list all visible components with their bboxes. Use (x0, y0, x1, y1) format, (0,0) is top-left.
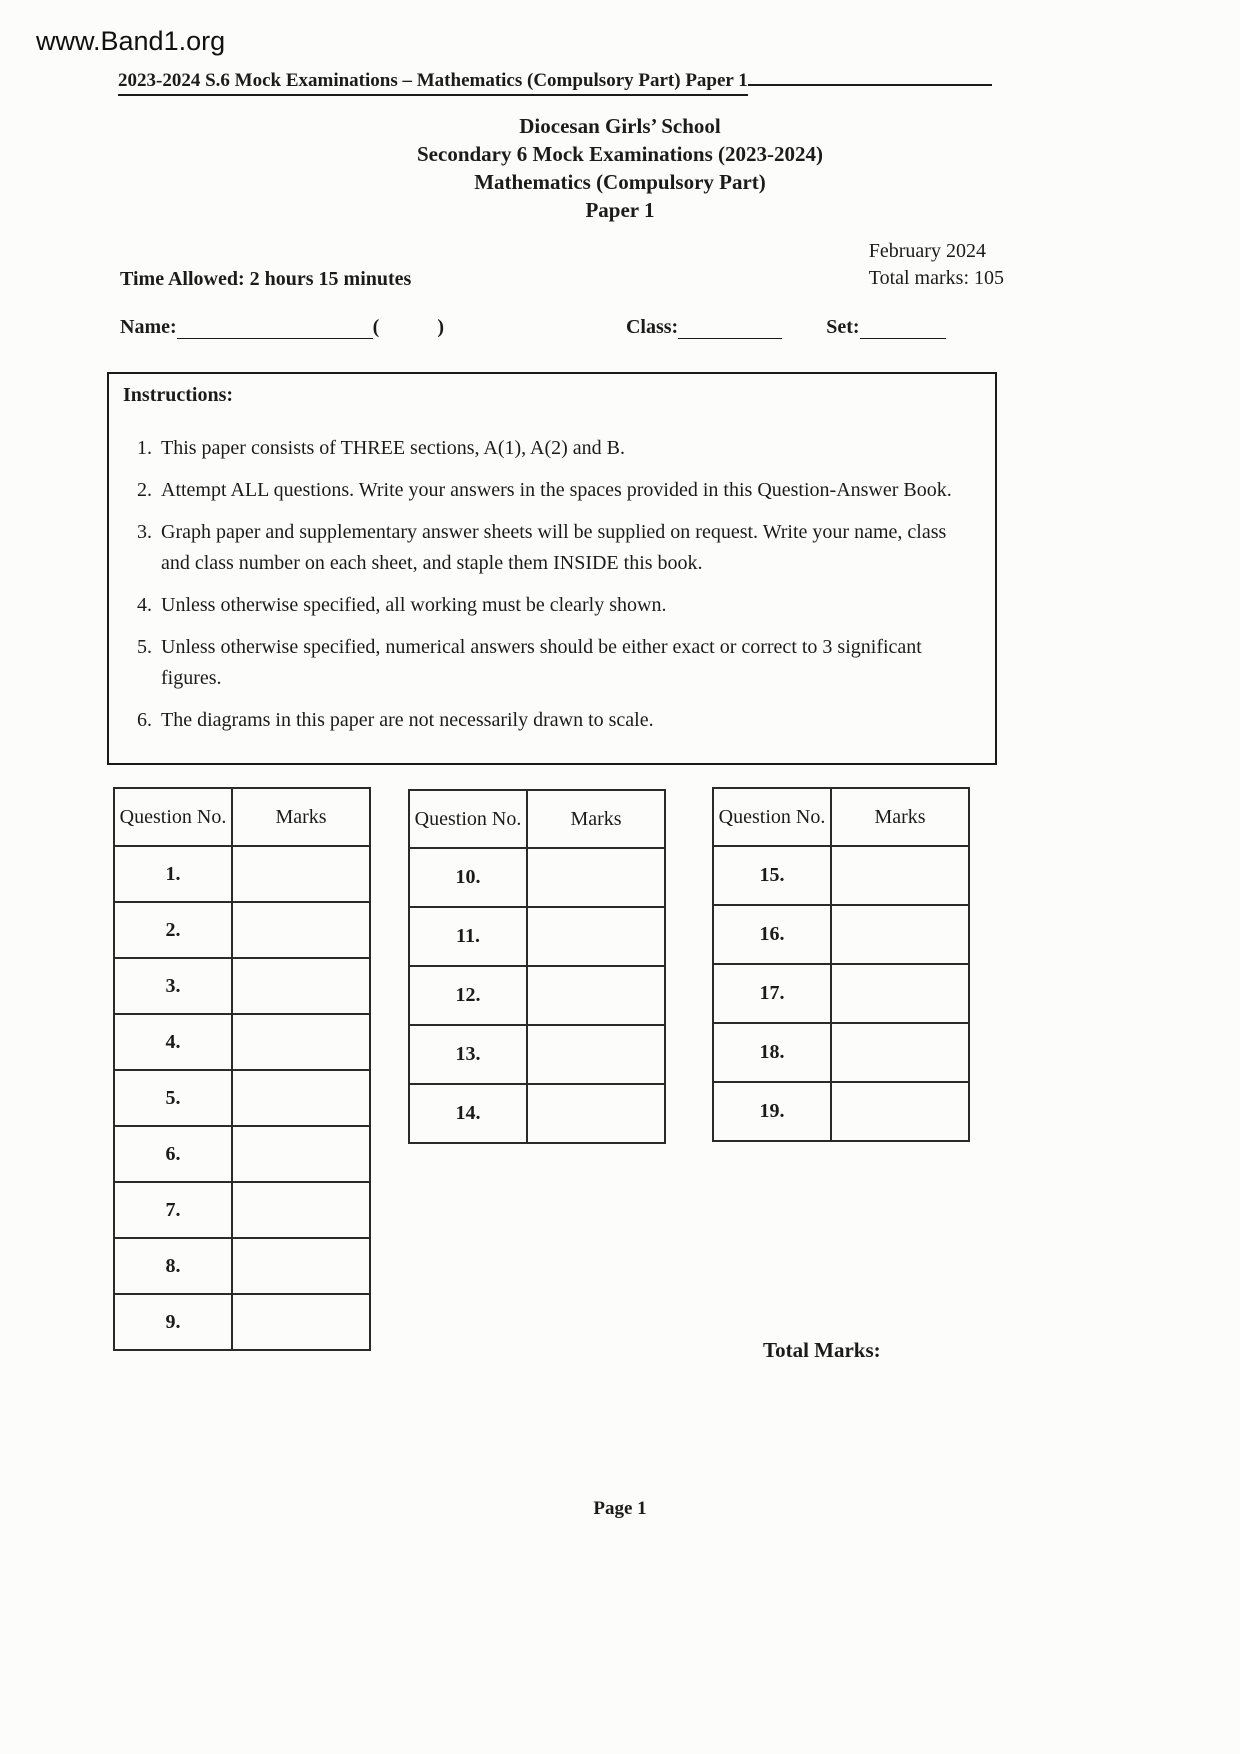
marks-table-row (114, 1294, 370, 1350)
marks-table-header-row (409, 790, 665, 848)
marks-table-row (409, 966, 665, 1025)
question-number-cell: 19. (713, 1082, 831, 1141)
marks-table-row (713, 846, 969, 905)
marks-header: Marks (232, 788, 370, 846)
marks-cell (527, 848, 665, 907)
name-label: Name: (120, 316, 177, 338)
marks-header: Marks (831, 788, 969, 846)
marks-cell (232, 958, 370, 1014)
marks-cell (232, 1070, 370, 1126)
question-number-cell: 5. (114, 1070, 232, 1126)
exam-date: February 2024 (868, 240, 986, 262)
marks-cell (232, 1238, 370, 1294)
marks-table-row (409, 1025, 665, 1084)
class-label: Class: (625, 316, 679, 338)
marks-cell (232, 1126, 370, 1182)
marks-cell (232, 1182, 370, 1238)
marks-table-row (409, 1084, 665, 1143)
marks-table-row (713, 905, 969, 964)
marks-table-row (409, 907, 665, 966)
marks-table-row (114, 958, 370, 1014)
marks-cell (831, 905, 969, 964)
marks-table-1 (113, 787, 371, 1351)
running-header-underline (748, 66, 992, 86)
marks-cell (527, 966, 665, 1025)
total-marks-info: Total marks: 105 (868, 267, 1004, 289)
question-number-cell: 9. (114, 1294, 232, 1350)
question-number-cell: 15. (713, 846, 831, 905)
marks-table-row (713, 1082, 969, 1141)
instruction-item: 3. Graph paper and supplementary answer sheets will be supplied on request. Write your name, class and class number on each sheet, and staple them INSIDE this book. (157, 517, 975, 579)
close-paren: ) (437, 316, 444, 338)
question-number-cell: 6. (114, 1126, 232, 1182)
marks-table-row (713, 1023, 969, 1082)
question-number-cell: 11. (409, 907, 527, 966)
question-number-cell: 1. (114, 846, 232, 902)
question-number-cell: 2. (114, 902, 232, 958)
marks-cell (232, 846, 370, 902)
running-header (118, 66, 992, 96)
question-number-cell: 17. (713, 964, 831, 1023)
running-header-text: 2023-2024 S.6 Mock Examinations – Mathematics (Compulsory Part) Paper 1 (118, 70, 748, 96)
question-number-cell: 7. (114, 1182, 232, 1238)
question-number-cell: 12. (409, 966, 527, 1025)
open-paren: ( (372, 316, 380, 338)
marks-table-row (713, 964, 969, 1023)
marks-cell (527, 907, 665, 966)
set-blank (860, 318, 946, 339)
marks-table-row (114, 1126, 370, 1182)
marks-table-row (114, 846, 370, 902)
instruction-item: 1. This paper consists of THREE sections, A(1), A(2) and B. (157, 433, 975, 464)
question-number-cell: 14. (409, 1084, 527, 1143)
question-number-cell: 13. (409, 1025, 527, 1084)
title-block (0, 112, 1240, 224)
marks-table-row (114, 1182, 370, 1238)
marks-table-3 (712, 787, 970, 1142)
instructions-box (107, 372, 997, 765)
marks-table-row (114, 1014, 370, 1070)
question-no-header: Question No. (114, 788, 232, 846)
marks-cell (831, 1023, 969, 1082)
marks-cell (232, 1294, 370, 1350)
watermark-url: www.Band1.org (36, 26, 226, 56)
question-number-cell: 18. (713, 1023, 831, 1082)
marks-table-header-row (713, 788, 969, 846)
paper-title: Paper 1 (585, 198, 655, 222)
class-blank (678, 318, 782, 339)
marks-cell (831, 1082, 969, 1141)
subject-title: Mathematics (Compulsory Part) (474, 170, 766, 194)
school-name: Diocesan Girls’ School (519, 114, 721, 138)
question-number-cell: 3. (114, 958, 232, 1014)
date-block (869, 238, 1004, 292)
question-no-header: Question No. (713, 788, 831, 846)
question-number-cell: 10. (409, 848, 527, 907)
page-number: Page 1 (593, 1498, 647, 1519)
instruction-item: 6. The diagrams in this paper are not necessarily drawn to scale. (157, 705, 975, 736)
instruction-item: 2. Attempt ALL questions. Write your answers in the spaces provided in this Question-Answer Book. (157, 475, 975, 506)
marks-table-2 (408, 789, 666, 1144)
marks-table-row (114, 1238, 370, 1294)
name-blank (177, 318, 373, 339)
question-number-cell: 4. (114, 1014, 232, 1070)
name-row (120, 316, 1020, 339)
time-allowed: Time Allowed: 2 hours 15 minutes (120, 268, 412, 290)
instruction-item: 4. Unless otherwise specified, all working must be clearly shown. (157, 590, 975, 621)
marks-table-row (114, 1070, 370, 1126)
marks-table-row (409, 848, 665, 907)
question-number-cell: 16. (713, 905, 831, 964)
marks-header: Marks (527, 790, 665, 848)
marks-cell (831, 964, 969, 1023)
instruction-item: 5. Unless otherwise specified, numerical answers should be either exact or correct to 3 significant figures. (157, 632, 975, 694)
question-number-cell: 8. (114, 1238, 232, 1294)
question-no-header: Question No. (409, 790, 527, 848)
marks-cell (831, 846, 969, 905)
marks-table-header-row (114, 788, 370, 846)
set-label: Set: (826, 316, 860, 338)
total-marks-label: Total Marks: (763, 1338, 881, 1362)
marks-cell (527, 1084, 665, 1143)
instructions-heading: Instructions: (123, 384, 234, 406)
marks-cell (232, 1014, 370, 1070)
instructions-list (123, 433, 975, 736)
marks-cell (527, 1025, 665, 1084)
marks-table-row (114, 902, 370, 958)
exam-title: Secondary 6 Mock Examinations (2023-2024) (417, 142, 823, 166)
marks-cell (232, 902, 370, 958)
